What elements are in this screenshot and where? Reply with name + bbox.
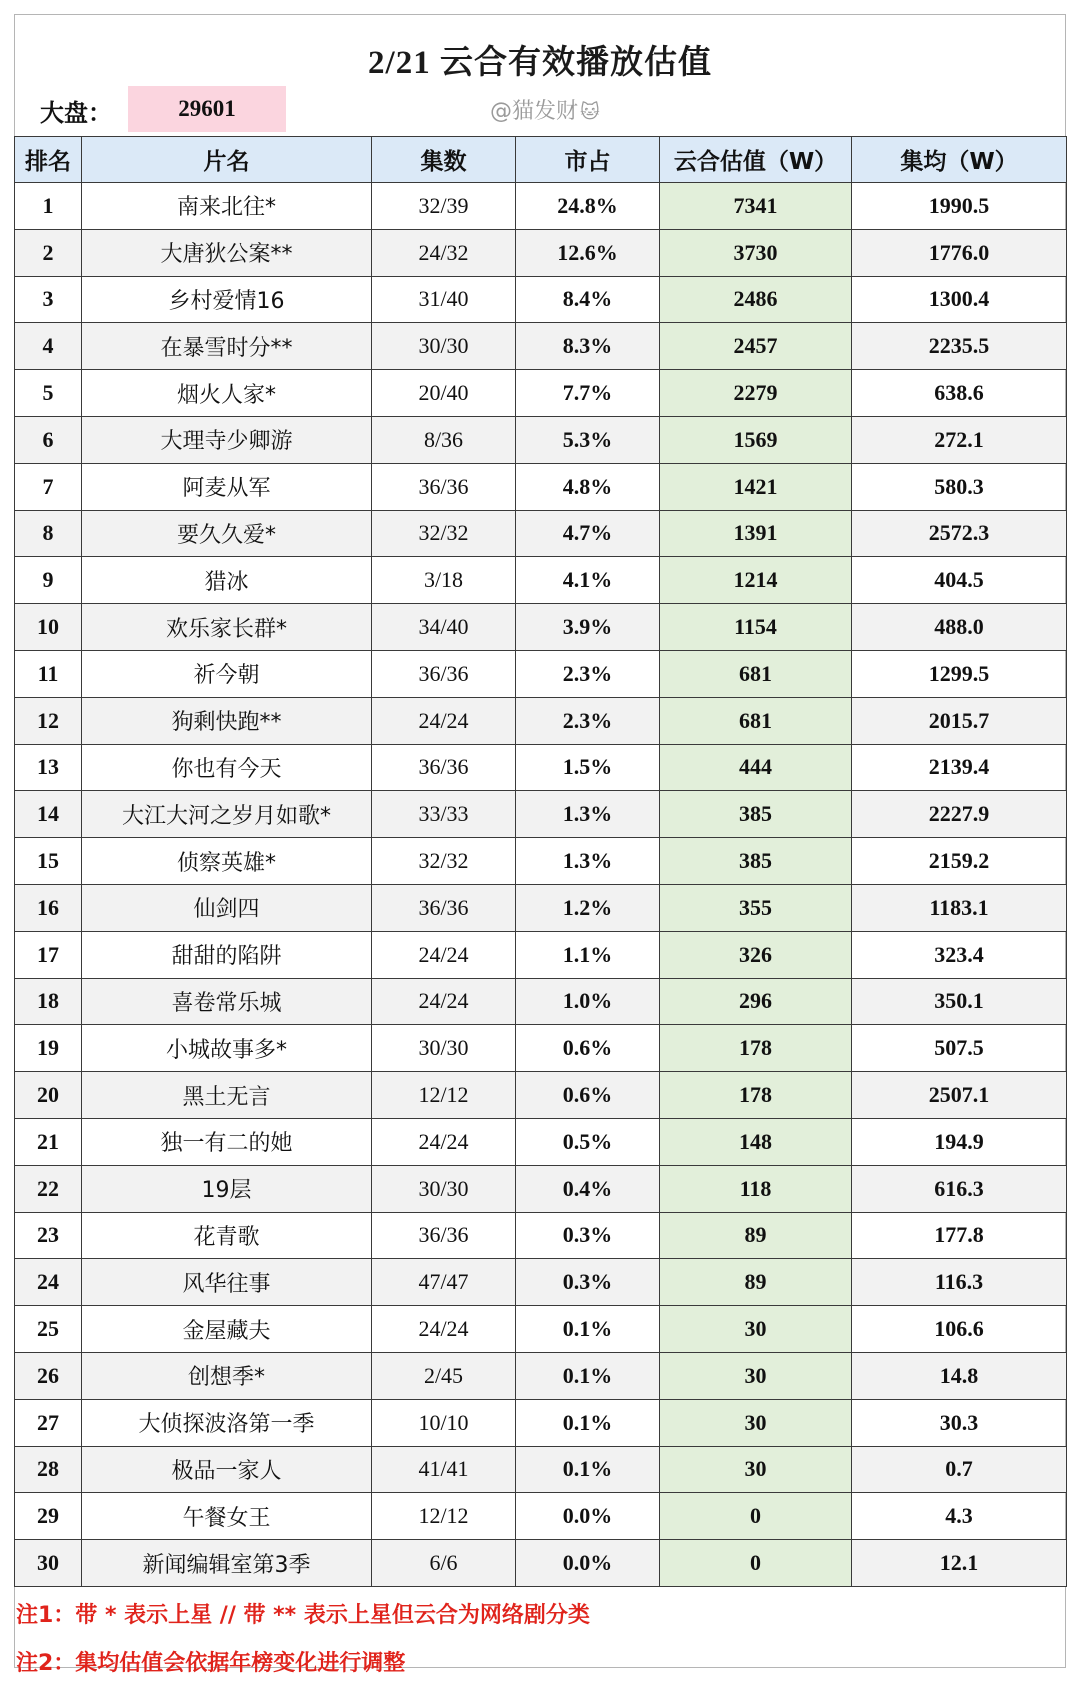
cell-episodes: 32/32 bbox=[372, 838, 516, 885]
market-total-label: 大盘： bbox=[40, 99, 112, 127]
cell-episodes: 24/32 bbox=[372, 229, 516, 276]
cell-title: 乡村爱情16 bbox=[82, 276, 372, 323]
note-1: 注1：带 * 表示上星 // 带 ** 表示上星但云合为网络剧分类 bbox=[16, 1603, 590, 1628]
cell-episodes: 36/36 bbox=[372, 463, 516, 510]
cell-rank: 20 bbox=[15, 1072, 82, 1119]
cell-share: 0.1% bbox=[516, 1306, 660, 1353]
cell-share: 1.5% bbox=[516, 744, 660, 791]
table-row bbox=[15, 183, 1067, 230]
cell-rank: 21 bbox=[15, 1118, 82, 1165]
cell-title: 大唐狄公案** bbox=[82, 229, 372, 276]
cell-episodes: 33/33 bbox=[372, 791, 516, 838]
cell-rank: 30 bbox=[15, 1540, 82, 1587]
table-row bbox=[15, 604, 1067, 651]
cell-estimate: 1154 bbox=[660, 604, 852, 651]
ranking-table bbox=[14, 136, 1067, 1587]
cell-title: 大江大河之岁月如歌* bbox=[82, 791, 372, 838]
cell-title: 欢乐家长群* bbox=[82, 604, 372, 651]
cell-episodes: 34/40 bbox=[372, 604, 516, 651]
table-row bbox=[15, 978, 1067, 1025]
cell-title: 独一有二的她 bbox=[82, 1118, 372, 1165]
cell-estimate: 30 bbox=[660, 1446, 852, 1493]
header-average: 集均（W） bbox=[852, 137, 1067, 183]
cell-episodes: 24/24 bbox=[372, 697, 516, 744]
cell-rank: 9 bbox=[15, 557, 82, 604]
cell-rank: 2 bbox=[15, 229, 82, 276]
cell-estimate: 0 bbox=[660, 1493, 852, 1540]
cell-episodes: 36/36 bbox=[372, 744, 516, 791]
cell-title: 在暴雪时分** bbox=[82, 323, 372, 370]
cell-share: 8.3% bbox=[516, 323, 660, 370]
cell-rank: 17 bbox=[15, 931, 82, 978]
cell-title: 新闻编辑室第3季 bbox=[82, 1540, 372, 1587]
cell-average: 1300.4 bbox=[852, 276, 1067, 323]
cell-average: 1183.1 bbox=[852, 884, 1067, 931]
cell-share: 0.0% bbox=[516, 1493, 660, 1540]
cell-average: 616.3 bbox=[852, 1165, 1067, 1212]
cell-share: 0.4% bbox=[516, 1165, 660, 1212]
cell-episodes: 36/36 bbox=[372, 884, 516, 931]
cell-average: 14.8 bbox=[852, 1352, 1067, 1399]
cell-title: 甜甜的陷阱 bbox=[82, 931, 372, 978]
cell-estimate: 681 bbox=[660, 697, 852, 744]
page-title: 2/21 云合有效播放估值 bbox=[368, 45, 712, 81]
cell-rank: 24 bbox=[15, 1259, 82, 1306]
header-estimate: 云合估值（W） bbox=[660, 137, 852, 183]
cell-title: 祈今朝 bbox=[82, 650, 372, 697]
cell-share: 1.2% bbox=[516, 884, 660, 931]
cell-share: 2.3% bbox=[516, 650, 660, 697]
cell-share: 12.6% bbox=[516, 229, 660, 276]
table-row bbox=[15, 1165, 1067, 1212]
table-row bbox=[15, 229, 1067, 276]
cell-title: 午餐女王 bbox=[82, 1493, 372, 1540]
cell-rank: 14 bbox=[15, 791, 82, 838]
table-row bbox=[15, 838, 1067, 885]
cell-title: 大侦探波洛第一季 bbox=[82, 1399, 372, 1446]
cell-rank: 3 bbox=[15, 276, 82, 323]
cell-average: 1990.5 bbox=[852, 183, 1067, 230]
cell-title: 创想季* bbox=[82, 1352, 372, 1399]
cell-rank: 18 bbox=[15, 978, 82, 1025]
cell-rank: 25 bbox=[15, 1306, 82, 1353]
cell-average: 2139.4 bbox=[852, 744, 1067, 791]
cell-title: 烟火人家* bbox=[82, 370, 372, 417]
cell-title: 黑土无言 bbox=[82, 1072, 372, 1119]
cell-share: 1.3% bbox=[516, 838, 660, 885]
table-row bbox=[15, 1446, 1067, 1493]
cell-episodes: 32/32 bbox=[372, 510, 516, 557]
cell-episodes: 2/45 bbox=[372, 1352, 516, 1399]
cell-share: 0.3% bbox=[516, 1259, 660, 1306]
cell-average: 507.5 bbox=[852, 1025, 1067, 1072]
cell-episodes: 10/10 bbox=[372, 1399, 516, 1446]
cell-rank: 1 bbox=[15, 183, 82, 230]
table-row bbox=[15, 1399, 1067, 1446]
cell-estimate: 2486 bbox=[660, 276, 852, 323]
cell-estimate: 7341 bbox=[660, 183, 852, 230]
cell-share: 24.8% bbox=[516, 183, 660, 230]
cell-average: 272.1 bbox=[852, 416, 1067, 463]
cell-rank: 13 bbox=[15, 744, 82, 791]
cell-episodes: 32/39 bbox=[372, 183, 516, 230]
cell-average: 2572.3 bbox=[852, 510, 1067, 557]
cell-rank: 26 bbox=[15, 1352, 82, 1399]
cell-estimate: 385 bbox=[660, 838, 852, 885]
table-row bbox=[15, 1352, 1067, 1399]
cell-average: 350.1 bbox=[852, 978, 1067, 1025]
cell-estimate: 0 bbox=[660, 1540, 852, 1587]
cell-estimate: 681 bbox=[660, 650, 852, 697]
cell-episodes: 31/40 bbox=[372, 276, 516, 323]
cell-rank: 6 bbox=[15, 416, 82, 463]
watermark-text: @猫发财 bbox=[490, 99, 579, 124]
table-row bbox=[15, 416, 1067, 463]
table-row bbox=[15, 697, 1067, 744]
cell-estimate: 30 bbox=[660, 1352, 852, 1399]
header-episodes: 集数 bbox=[372, 137, 516, 183]
table-row bbox=[15, 370, 1067, 417]
cell-rank: 7 bbox=[15, 463, 82, 510]
cell-estimate: 1391 bbox=[660, 510, 852, 557]
cell-title: 阿麦从军 bbox=[82, 463, 372, 510]
cell-average: 12.1 bbox=[852, 1540, 1067, 1587]
cell-estimate: 385 bbox=[660, 791, 852, 838]
cell-estimate: 444 bbox=[660, 744, 852, 791]
cell-title: 喜卷常乐城 bbox=[82, 978, 372, 1025]
cell-title: 仙剑四 bbox=[82, 884, 372, 931]
table-row bbox=[15, 323, 1067, 370]
cell-episodes: 3/18 bbox=[372, 557, 516, 604]
cell-rank: 28 bbox=[15, 1446, 82, 1493]
cell-estimate: 2457 bbox=[660, 323, 852, 370]
table-row bbox=[15, 1259, 1067, 1306]
cell-average: 2159.2 bbox=[852, 838, 1067, 885]
cell-average: 2235.5 bbox=[852, 323, 1067, 370]
cell-title: 南来北往* bbox=[82, 183, 372, 230]
cell-estimate: 355 bbox=[660, 884, 852, 931]
cell-share: 4.8% bbox=[516, 463, 660, 510]
cell-average: 404.5 bbox=[852, 557, 1067, 604]
cell-rank: 27 bbox=[15, 1399, 82, 1446]
table-row bbox=[15, 276, 1067, 323]
cell-estimate: 178 bbox=[660, 1072, 852, 1119]
cell-estimate: 148 bbox=[660, 1118, 852, 1165]
cell-rank: 29 bbox=[15, 1493, 82, 1540]
cell-episodes: 30/30 bbox=[372, 323, 516, 370]
cell-episodes: 8/36 bbox=[372, 416, 516, 463]
cell-share: 0.1% bbox=[516, 1399, 660, 1446]
cell-share: 5.3% bbox=[516, 416, 660, 463]
cell-estimate: 30 bbox=[660, 1306, 852, 1353]
cell-episodes: 36/36 bbox=[372, 1212, 516, 1259]
table-row bbox=[15, 1540, 1067, 1587]
cell-estimate: 1214 bbox=[660, 557, 852, 604]
table-row bbox=[15, 1493, 1067, 1540]
cell-share: 0.6% bbox=[516, 1025, 660, 1072]
cell-title: 猎冰 bbox=[82, 557, 372, 604]
cell-average: 106.6 bbox=[852, 1306, 1067, 1353]
cell-share: 3.9% bbox=[516, 604, 660, 651]
market-total-value: 29601 bbox=[128, 86, 286, 132]
header-rank: 排名 bbox=[15, 137, 82, 183]
table-row bbox=[15, 557, 1067, 604]
cell-share: 0.1% bbox=[516, 1352, 660, 1399]
cell-title: 侦察英雄* bbox=[82, 838, 372, 885]
cell-share: 0.3% bbox=[516, 1212, 660, 1259]
table-row bbox=[15, 463, 1067, 510]
cell-episodes: 30/30 bbox=[372, 1165, 516, 1212]
cell-average: 2227.9 bbox=[852, 791, 1067, 838]
cell-episodes: 24/24 bbox=[372, 931, 516, 978]
cell-rank: 8 bbox=[15, 510, 82, 557]
table-row bbox=[15, 510, 1067, 557]
cell-share: 4.1% bbox=[516, 557, 660, 604]
table-row bbox=[15, 744, 1067, 791]
cell-estimate: 296 bbox=[660, 978, 852, 1025]
cell-share: 1.1% bbox=[516, 931, 660, 978]
table-row bbox=[15, 1072, 1067, 1119]
cell-share: 7.7% bbox=[516, 370, 660, 417]
table-row bbox=[15, 791, 1067, 838]
cell-title: 大理寺少卿游 bbox=[82, 416, 372, 463]
cell-episodes: 41/41 bbox=[372, 1446, 516, 1493]
cell-title: 金屋藏夫 bbox=[82, 1306, 372, 1353]
cell-episodes: 24/24 bbox=[372, 1118, 516, 1165]
cell-title: 极品一家人 bbox=[82, 1446, 372, 1493]
cell-rank: 16 bbox=[15, 884, 82, 931]
table-row bbox=[15, 1118, 1067, 1165]
cell-episodes: 12/12 bbox=[372, 1072, 516, 1119]
cell-episodes: 30/30 bbox=[372, 1025, 516, 1072]
cell-average: 2507.1 bbox=[852, 1072, 1067, 1119]
table-header-row bbox=[15, 137, 1067, 183]
cell-average: 1299.5 bbox=[852, 650, 1067, 697]
header-title: 片名 bbox=[82, 137, 372, 183]
cell-title: 你也有今天 bbox=[82, 744, 372, 791]
cell-average: 2015.7 bbox=[852, 697, 1067, 744]
cell-share: 1.3% bbox=[516, 791, 660, 838]
cell-rank: 11 bbox=[15, 650, 82, 697]
cell-average: 488.0 bbox=[852, 604, 1067, 651]
cell-episodes: 47/47 bbox=[372, 1259, 516, 1306]
cell-average: 194.9 bbox=[852, 1118, 1067, 1165]
cell-rank: 4 bbox=[15, 323, 82, 370]
cell-estimate: 1421 bbox=[660, 463, 852, 510]
cell-share: 0.5% bbox=[516, 1118, 660, 1165]
table-row bbox=[15, 1212, 1067, 1259]
cell-rank: 23 bbox=[15, 1212, 82, 1259]
cell-estimate: 3730 bbox=[660, 229, 852, 276]
cell-estimate: 118 bbox=[660, 1165, 852, 1212]
cell-estimate: 326 bbox=[660, 931, 852, 978]
cell-average: 4.3 bbox=[852, 1493, 1067, 1540]
cell-title: 花青歌 bbox=[82, 1212, 372, 1259]
cell-average: 177.8 bbox=[852, 1212, 1067, 1259]
cell-episodes: 6/6 bbox=[372, 1540, 516, 1587]
header-share: 市占 bbox=[516, 137, 660, 183]
cell-title: 要久久爱* bbox=[82, 510, 372, 557]
cell-title: 风华往事 bbox=[82, 1259, 372, 1306]
cell-share: 0.1% bbox=[516, 1446, 660, 1493]
cell-average: 30.3 bbox=[852, 1399, 1067, 1446]
cell-share: 4.7% bbox=[516, 510, 660, 557]
cell-rank: 19 bbox=[15, 1025, 82, 1072]
cell-share: 0.0% bbox=[516, 1540, 660, 1587]
table-row bbox=[15, 1306, 1067, 1353]
cell-episodes: 20/40 bbox=[372, 370, 516, 417]
cell-title: 小城故事多* bbox=[82, 1025, 372, 1072]
cell-episodes: 24/24 bbox=[372, 1306, 516, 1353]
cell-average: 116.3 bbox=[852, 1259, 1067, 1306]
cell-share: 1.0% bbox=[516, 978, 660, 1025]
cell-estimate: 178 bbox=[660, 1025, 852, 1072]
cell-rank: 5 bbox=[15, 370, 82, 417]
cell-estimate: 89 bbox=[660, 1259, 852, 1306]
cell-episodes: 12/12 bbox=[372, 1493, 516, 1540]
cell-estimate: 30 bbox=[660, 1399, 852, 1446]
cell-average: 323.4 bbox=[852, 931, 1067, 978]
watermark bbox=[490, 94, 600, 130]
table-row bbox=[15, 931, 1067, 978]
cell-episodes: 36/36 bbox=[372, 650, 516, 697]
cell-rank: 10 bbox=[15, 604, 82, 651]
cell-share: 2.3% bbox=[516, 697, 660, 744]
cell-rank: 15 bbox=[15, 838, 82, 885]
cell-episodes: 24/24 bbox=[372, 978, 516, 1025]
cell-estimate: 89 bbox=[660, 1212, 852, 1259]
note-2: 注2：集均估值会依据年榜变化进行调整 bbox=[16, 1651, 406, 1676]
cell-title: 19层 bbox=[82, 1165, 372, 1212]
cell-title: 狗剩快跑** bbox=[82, 697, 372, 744]
cat-face-icon: 🐱 bbox=[580, 101, 600, 123]
table-row bbox=[15, 1025, 1067, 1072]
table-row bbox=[15, 884, 1067, 931]
cell-rank: 12 bbox=[15, 697, 82, 744]
cell-share: 8.4% bbox=[516, 276, 660, 323]
cell-average: 1776.0 bbox=[852, 229, 1067, 276]
cell-estimate: 2279 bbox=[660, 370, 852, 417]
cell-average: 0.7 bbox=[852, 1446, 1067, 1493]
cell-estimate: 1569 bbox=[660, 416, 852, 463]
cell-average: 580.3 bbox=[852, 463, 1067, 510]
table-row bbox=[15, 650, 1067, 697]
cell-average: 638.6 bbox=[852, 370, 1067, 417]
cell-share: 0.6% bbox=[516, 1072, 660, 1119]
cell-rank: 22 bbox=[15, 1165, 82, 1212]
